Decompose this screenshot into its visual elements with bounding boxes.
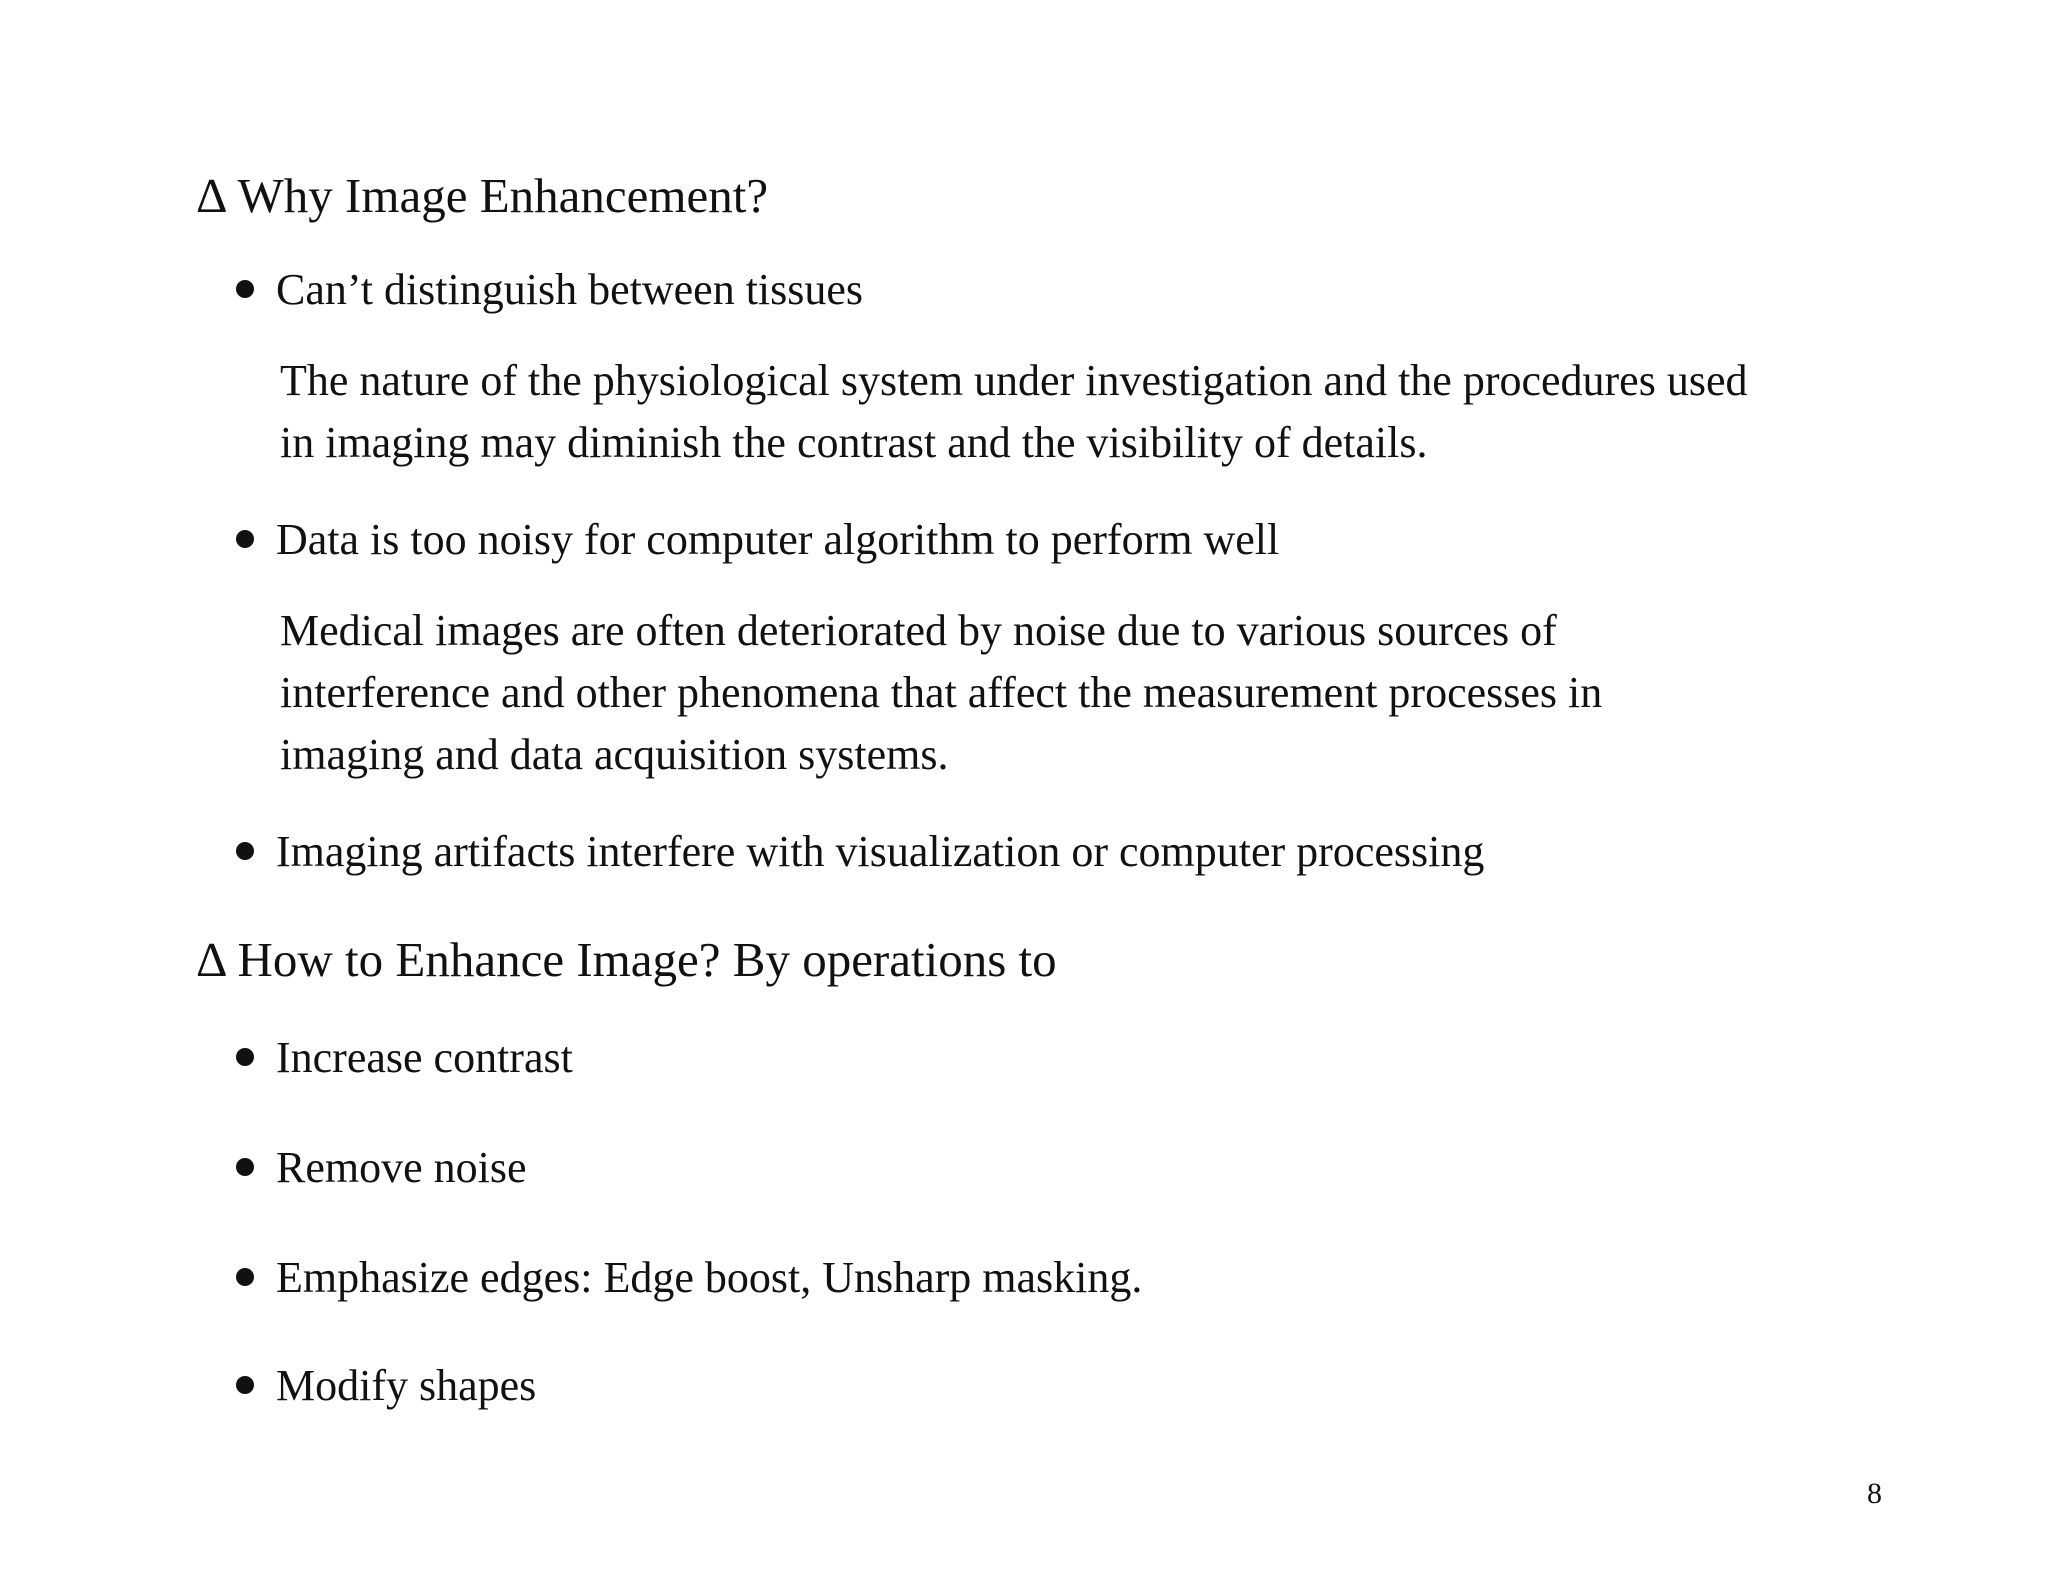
bullet-dot-icon	[236, 1268, 254, 1286]
detail-line: imaging and data acquisition systems.	[280, 730, 949, 779]
bullet-text: Emphasize edges: Edge boost, Unsharp masking.	[276, 1253, 1143, 1302]
bullet-item	[236, 1140, 527, 1196]
bullet-dot-icon	[236, 842, 254, 860]
detail-line: The nature of the physiological system under investigation and the procedures used	[280, 356, 1748, 405]
bullet-text: Remove noise	[276, 1143, 527, 1192]
bullet-dot-icon	[236, 1158, 254, 1176]
bullet-item	[236, 1030, 573, 1086]
heading-text: Why Image Enhancement?	[237, 168, 769, 223]
bullet-item	[236, 1358, 536, 1414]
bullet-item	[236, 262, 863, 318]
section-heading-why	[196, 166, 768, 226]
bullet-dot-icon	[236, 1048, 254, 1066]
detail-line: interference and other phenomena that affect the measurement processes in	[280, 668, 1603, 717]
bullet-item	[236, 1250, 1142, 1306]
heading-text: How to Enhance Image? By operations to	[237, 932, 1057, 987]
detail-line: in imaging may diminish the contrast and the visibility of details.	[280, 418, 1428, 467]
detail-line: Medical images are often deteriorated by noise due to various sources of	[280, 606, 1557, 655]
bullet-text: Modify shapes	[276, 1361, 537, 1410]
delta-marker-icon: Δ	[196, 168, 228, 223]
bullet-dot-icon	[236, 530, 254, 548]
bullet-detail	[280, 350, 1880, 474]
bullet-item	[236, 824, 1484, 880]
bullet-dot-icon	[236, 1376, 254, 1394]
bullet-detail	[280, 600, 1880, 786]
section-heading-how	[196, 930, 1057, 990]
page-number: 8	[1867, 1477, 1882, 1510]
bullet-text: Can’t distinguish between tissues	[276, 265, 864, 314]
bullet-text: Imaging artifacts interfere with visualization or computer processing	[276, 827, 1485, 876]
bullet-text: Increase contrast	[276, 1033, 573, 1082]
bullet-text: Data is too noisy for computer algorithm to perform well	[276, 515, 1280, 564]
bullet-dot-icon	[236, 280, 254, 298]
delta-marker-icon: Δ	[196, 932, 228, 987]
bullet-item	[236, 512, 1279, 568]
